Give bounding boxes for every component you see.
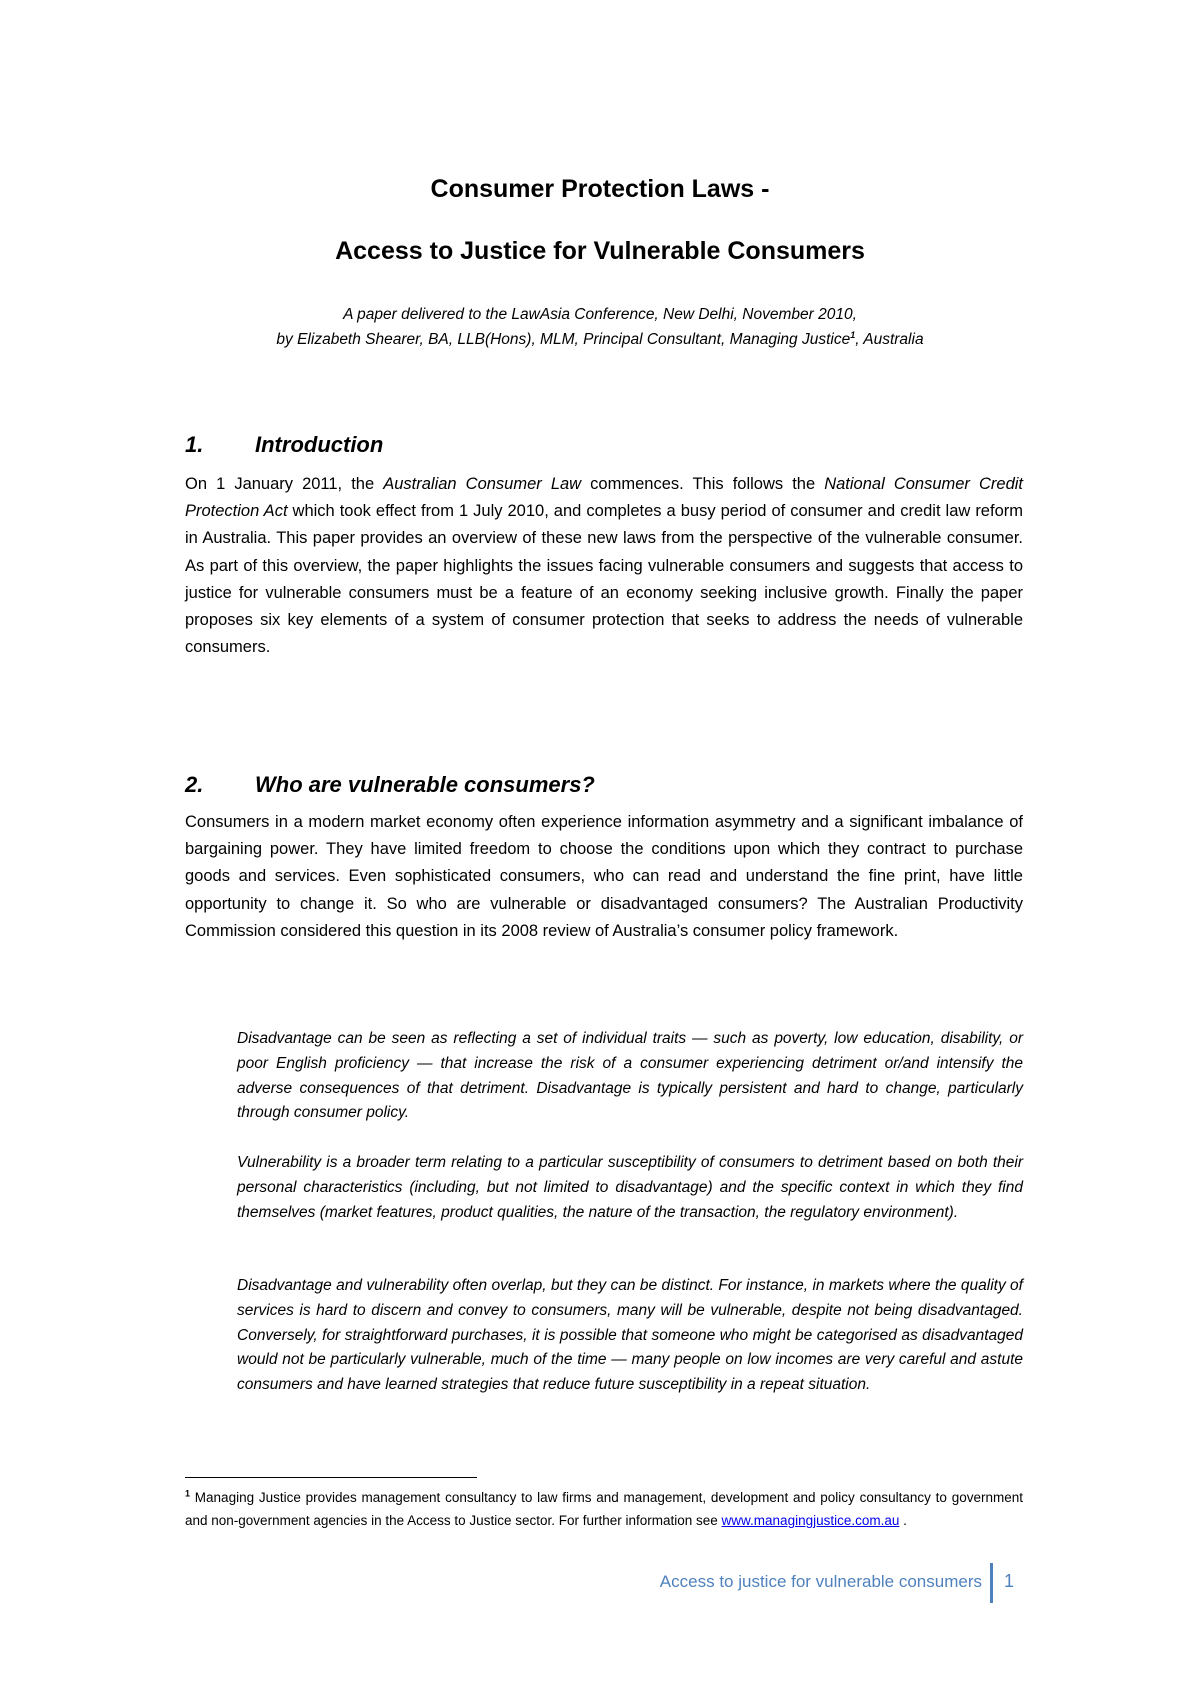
intro-text-c: commences. This follows the bbox=[581, 475, 825, 493]
quote-overlap: Disadvantage and vulnerability often overlap, but they can be distinct. For instance, in markets where the quality of services is hard to discern and convey to consumers, many will be vulnerable, despite not being disadvantaged. Conversely, for straightforward purchases, it is possible that someone who might be categorised as disadvantaged would not be particularly vulnerable, much of the time — many people on low incomes are very careful and astute consumers and have learned strategies that reduce future susceptibility in a repeat situation. bbox=[237, 1277, 1023, 1394]
footnote-link[interactable]: www.managingjustice.com.au bbox=[721, 1513, 900, 1529]
quote-disadvantage: Disadvantage can be seen as reflecting a set of individual traits — such as poverty, low education, disability, or poor English proficiency — that increase the risk of a consumer experiencing detriment or/and intensify the adverse consequences of that detriment. Disadvantage is typically persistent and hard to change, particularly through consumer policy. bbox=[237, 1030, 1023, 1122]
section-number: 2. bbox=[185, 772, 204, 797]
page-number: 1 bbox=[1004, 1571, 1015, 1591]
intro-act-name-1: Australian Consumer Law bbox=[383, 475, 582, 493]
byline-line-1: A paper delivered to the LawAsia Conference, New Delhi, November 2010, bbox=[343, 306, 857, 323]
footnote-reference[interactable]: 1 bbox=[850, 329, 856, 340]
section-heading-introduction bbox=[185, 432, 383, 458]
section-number: 1. bbox=[185, 432, 204, 457]
introduction-paragraph bbox=[185, 471, 1023, 661]
footnote-marker: 1 bbox=[185, 1488, 191, 1499]
section-title: Who are vulnerable consumers? bbox=[255, 772, 595, 797]
byline-line-2 bbox=[0, 331, 1200, 349]
footer-running-title: Access to justice for vulnerable consumers bbox=[659, 1572, 982, 1591]
intro-text-e: which took effect from 1 July 2010, and completes a busy period of consumer and credit law reform in Australia. This paper provides an overview of these new laws from the perspective of the vulnerable consumer. As part of this overview, the paper highlights the issues facing vulnerable consumers and suggests that access to justice for vulnerable consumers must be a feature of an economy seeking inclusive growth. Finally the paper proposes six key elements of a system of consumer protection that seeks to address the needs of vulnerable consumers. bbox=[185, 502, 1023, 657]
section-heading-vulnerable-consumers bbox=[185, 772, 595, 798]
footnote-end: . bbox=[899, 1513, 907, 1529]
footnote-text: Managing Justice provides management consultancy to law firms and management, development and policy consultancy to government and non-government agencies in the Access to Justice sector. For further information see bbox=[185, 1490, 1023, 1529]
footnote bbox=[185, 1486, 1023, 1532]
section-title: Introduction bbox=[255, 432, 384, 457]
byline-country: , Australia bbox=[855, 331, 924, 348]
vulnerable-consumers-paragraph: Consumers in a modern market economy often experience information asymmetry and a significant imbalance of bargaining power. They have limited freedom to choose the conditions upon which they contract to purchase goods and services. Even sophisticated consumers, who can read and understand the fine print, have little opportunity to change it. So who are vulnerable or disadvantaged consumers? The Australian Productivity Commission considered this question in its 2008 review of Australia’s consumer policy framework. bbox=[185, 813, 1023, 940]
document-title-line-1: Consumer Protection Laws - bbox=[430, 175, 770, 203]
quote-vulnerability: Vulnerability is a broader term relating to a particular susceptibility of consumers to detriment based on both their personal characteristics (including, but not limited to disadvantage) and the specific context in which they find themselves (market features, product qualities, the nature of the transaction, the regulatory environment). bbox=[237, 1154, 1023, 1221]
intro-act-name-2: National Consumer Credit Protection Act bbox=[185, 475, 1024, 521]
footer-divider bbox=[990, 1563, 993, 1603]
byline-author: by Elizabeth Shearer, BA, LLB(Hons), MLM, Principal Consultant, Managing Justice bbox=[276, 331, 851, 348]
document-title-line-2: Access to Justice for Vulnerable Consumers bbox=[335, 237, 865, 265]
footnote-separator bbox=[185, 1477, 477, 1478]
intro-text-a: On 1 January 2011, the bbox=[185, 475, 384, 493]
